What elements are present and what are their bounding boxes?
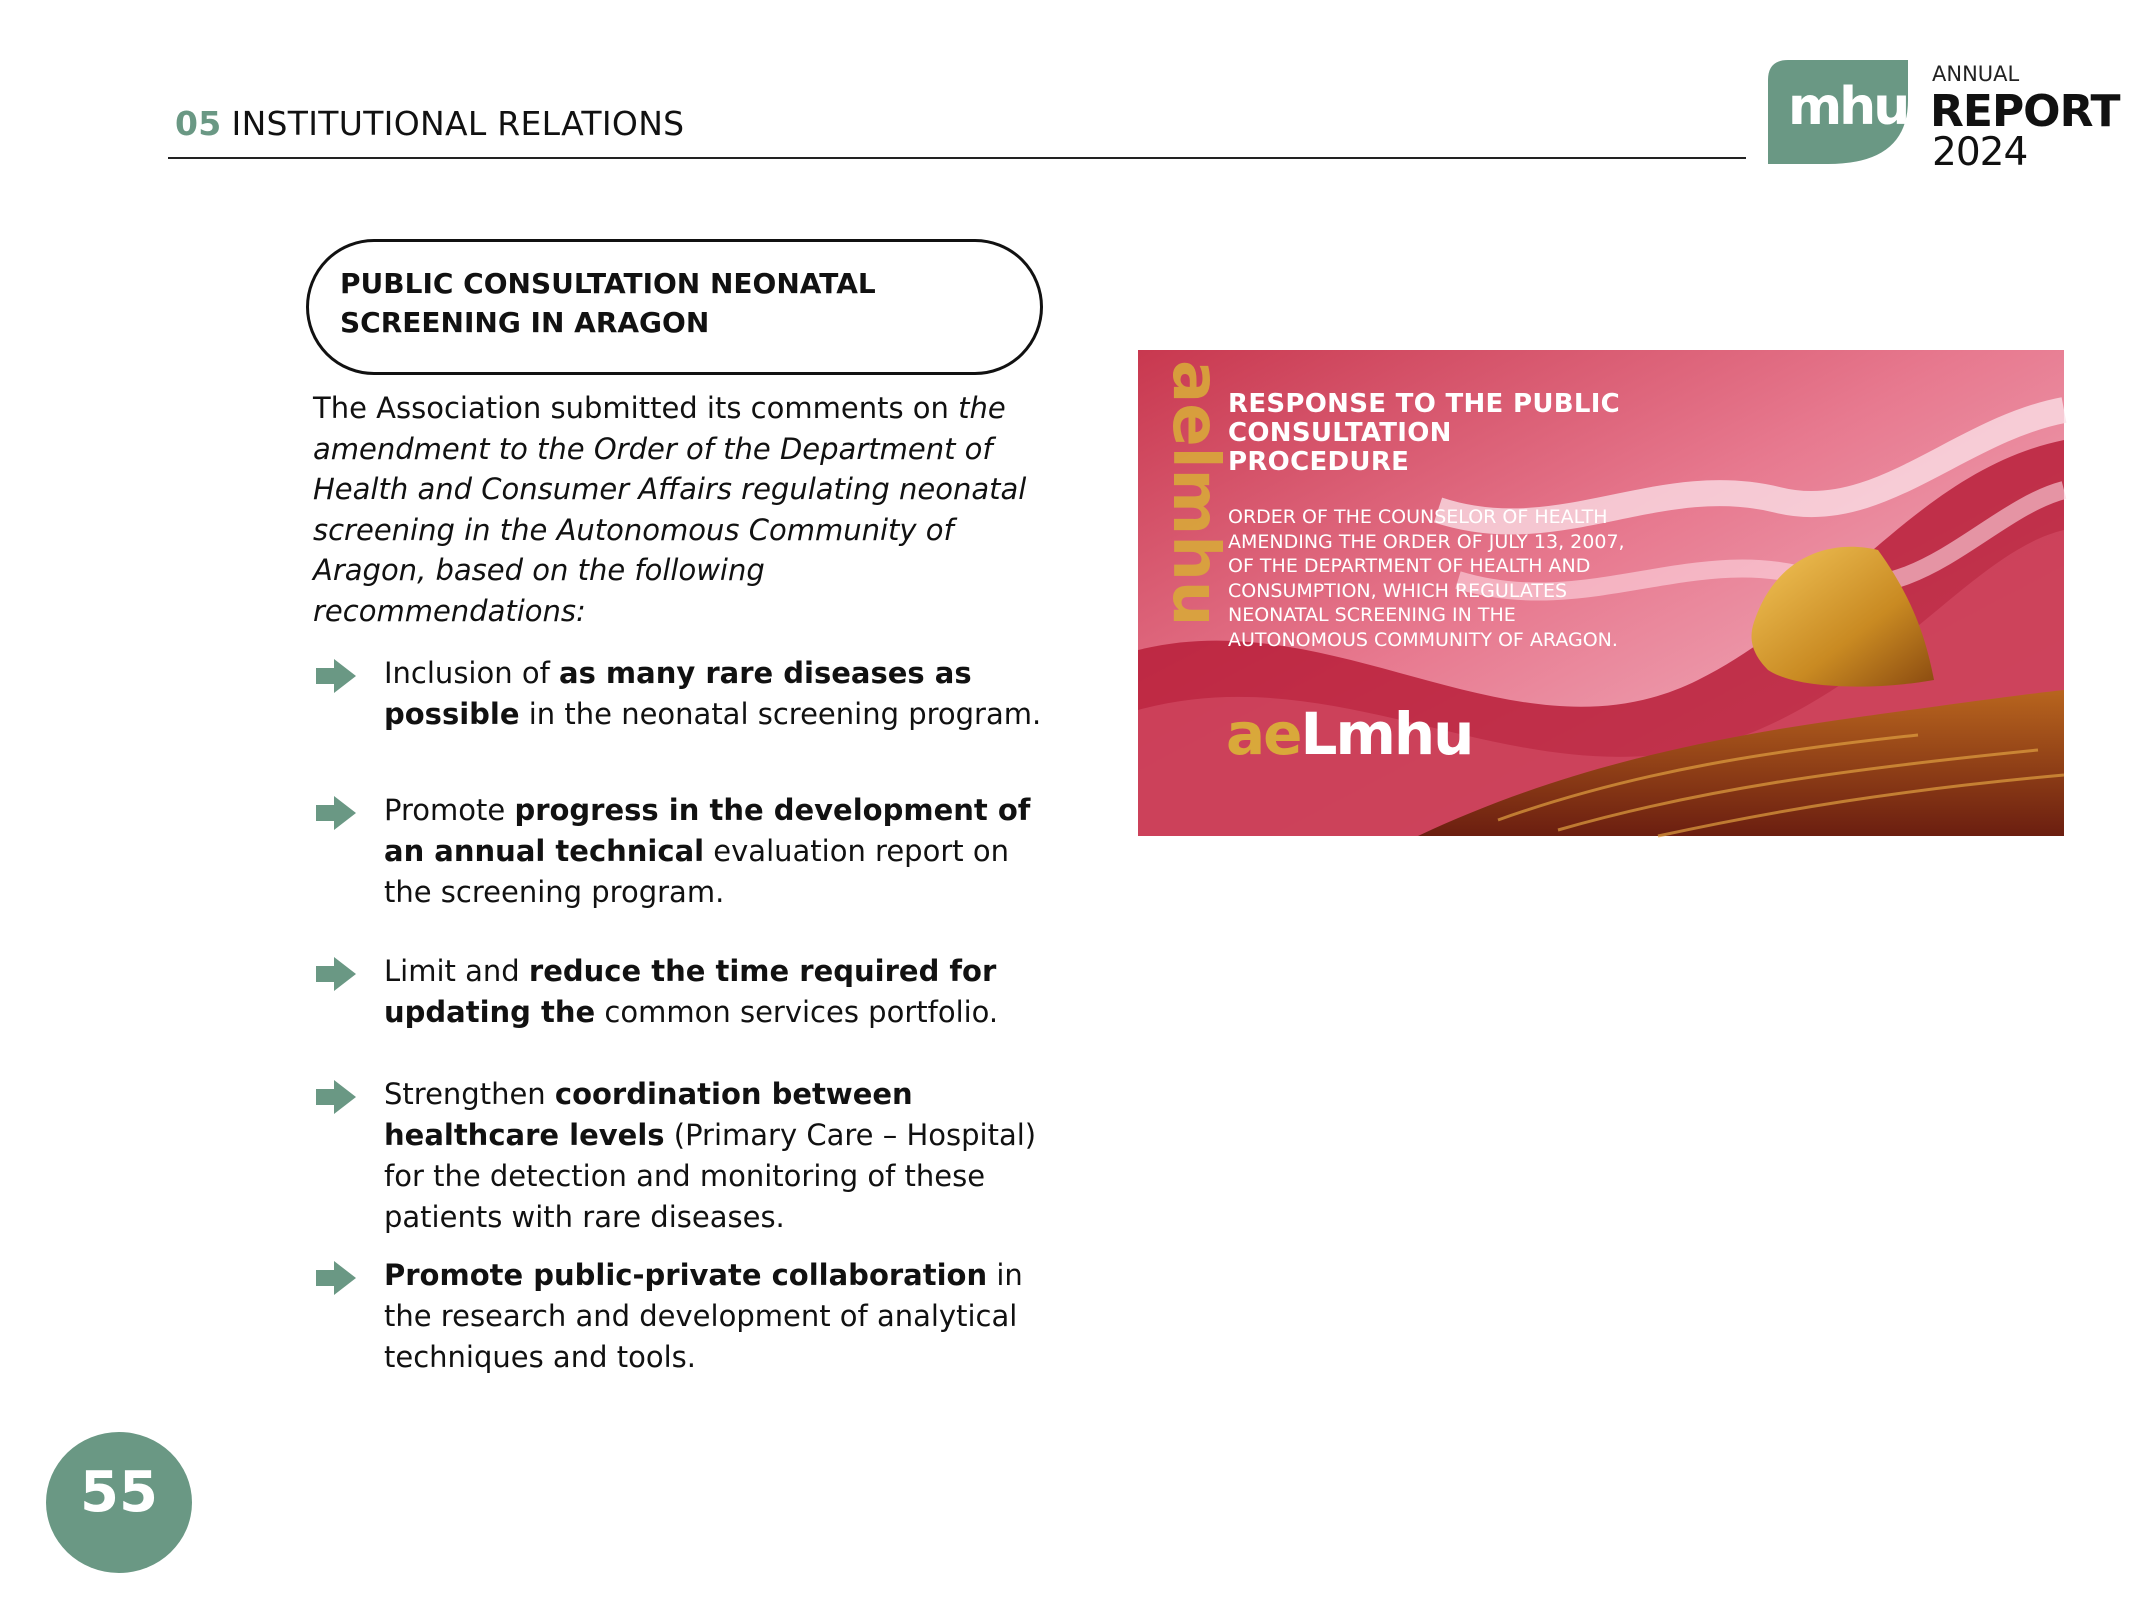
arrow-icon bbox=[316, 796, 356, 830]
header-divider bbox=[168, 157, 1746, 159]
vertical-brand-text bbox=[1138, 350, 1232, 836]
section-title: INSTITUTIONAL RELATIONS bbox=[231, 104, 685, 143]
logo-mark-text: mhu bbox=[1788, 77, 1908, 137]
title-line-2: SCREENING IN ARAGON bbox=[340, 306, 710, 339]
logo-report: REPORT bbox=[1930, 86, 2120, 137]
title-line-1: PUBLIC CONSULTATION NEONATAL bbox=[340, 267, 876, 300]
logo-annual: ANNUAL bbox=[1932, 62, 2020, 86]
consultation-image bbox=[1138, 350, 2064, 836]
section-header bbox=[175, 104, 684, 143]
section-number: 05 bbox=[175, 104, 222, 143]
list-item-text: Limit and reduce the time required for updating the common services portfolio. bbox=[384, 954, 999, 1029]
arrow-icon bbox=[316, 1261, 356, 1295]
page-title bbox=[340, 264, 960, 342]
intro-plain: The Association submitted its comments on bbox=[313, 391, 959, 425]
logo-year: 2024 bbox=[1932, 130, 2028, 175]
arrow-icon bbox=[316, 659, 356, 693]
svg-text:aelmhu: aelmhu bbox=[1158, 360, 1232, 627]
arrow-icon bbox=[316, 957, 356, 991]
list-item-text: Inclusion of as many rare diseases as possible in the neonatal screening program. bbox=[384, 656, 1042, 731]
arrow-icon bbox=[316, 1080, 356, 1114]
page-number: 55 bbox=[80, 1460, 158, 1525]
list-item-text: Promote public-private collaboration in the research and development of analytical techniques and tools. bbox=[384, 1258, 1023, 1374]
intro-italic: the amendment to the Order of the Department of Health and Consumer Affairs regulating neonatal screening in the Autonomous Community of Aragon, based on the following recommendations: bbox=[313, 391, 1027, 628]
intro-paragraph bbox=[313, 388, 1043, 631]
list-item-text: Promote progress in the development of an annual technical evaluation report on the screening program. bbox=[384, 793, 1031, 909]
mhu-logo-icon bbox=[1768, 60, 1908, 164]
aelmhu-logo: aeLmhu bbox=[1226, 700, 1473, 768]
panel-title: RESPONSE TO THE PUBLIC CONSULTATION PROCEDURE bbox=[1228, 389, 1621, 477]
panel-body: ORDER OF THE COUNSELOR OF HEALTH AMENDING THE ORDER OF JULY 13, 2007, OF THE DEPARTMENT OF HEALTH AND CONSUMPTION, WHICH REGULATES NEONATAL SCREENING IN THE AUTONOMOUS COMMUNITY OF ARAGON. bbox=[1228, 506, 1625, 651]
list-item-text: Strengthen coordination between healthcare levels (Primary Care – Hospital) for the detection and monitoring of these patients with rare diseases. bbox=[384, 1077, 1037, 1234]
